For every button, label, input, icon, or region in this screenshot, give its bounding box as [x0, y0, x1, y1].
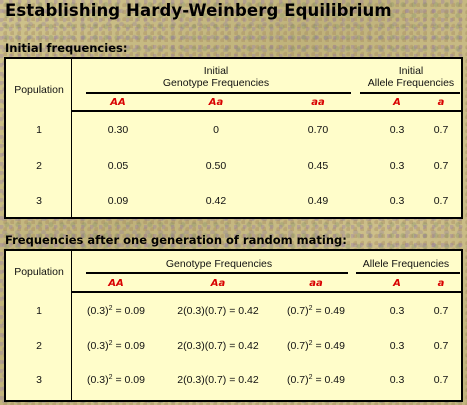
table-row-1-A: 0.3 — [389, 124, 405, 136]
population-header: Population — [14, 84, 64, 96]
genotype-aa-label: aa — [311, 97, 325, 108]
table-row-2-Aa: 2(0.3)(0.7) = 0.42 — [177, 340, 259, 352]
table-row-2-population: 2 — [36, 340, 42, 352]
column-header-rule — [71, 291, 461, 293]
allele-a-label: a — [437, 97, 445, 108]
table-row-2-A: 0.3 — [389, 160, 405, 172]
column-header-rule — [71, 110, 461, 112]
table-row-2-aa: 0.45 — [307, 160, 329, 172]
table-row-1-a: 0.7 — [433, 124, 449, 136]
table-row-3-a: 0.7 — [433, 374, 449, 386]
table-row-3-A: 0.3 — [389, 374, 405, 386]
genotype-AA-label: AA — [110, 97, 126, 108]
allele-header-line2: Allele Frequencies — [367, 77, 455, 89]
genotype-header-line2: Genotype Frequencies — [162, 77, 270, 89]
population-divider — [71, 251, 72, 400]
table-row-3-Aa: 2(0.3)(0.7) = 0.42 — [177, 374, 259, 386]
table-row-2-AA: $(0.3)^2 = 0.09$ — [87, 340, 145, 352]
genotype-header-rule — [86, 272, 348, 274]
table-row-3-population: 3 — [36, 195, 42, 207]
table-row-1-AA: 0.30 — [107, 124, 129, 136]
population-divider — [71, 59, 72, 217]
allele-header-rule — [356, 272, 460, 274]
genotype-Aa-label: Aa — [208, 97, 224, 108]
genotype-header-rule — [86, 92, 351, 94]
genotype-aa-label: aa — [309, 278, 323, 289]
table-row-3-Aa: 0.42 — [205, 195, 227, 207]
table-row-2-A: 0.3 — [389, 340, 405, 352]
allele-header-rule — [360, 92, 460, 94]
table-row-3-A: 0.3 — [389, 195, 405, 207]
after-table — [4, 249, 463, 402]
table-row-3-population: 3 — [36, 374, 42, 386]
allele-header-line1: Initial — [398, 65, 424, 77]
allele-a-label: a — [437, 278, 445, 289]
table-row-1-AA: $(0.3)^2 = 0.09$ — [87, 305, 145, 317]
after-heading: Frequencies after one generation of random mating: — [5, 233, 347, 247]
table-row-1-population: 1 — [36, 124, 42, 136]
allele-A-label: A — [393, 97, 401, 108]
genotype-AA-label: AA — [108, 278, 124, 289]
allele-A-label: A — [393, 278, 401, 289]
table-row-1-a: 0.7 — [433, 305, 449, 317]
page-title: Establishing Hardy-Weinberg Equilibrium — [5, 1, 392, 20]
table-row-3-AA: 0.09 — [107, 195, 129, 207]
table-row-2-population: 2 — [36, 160, 42, 172]
table-row-3-a: 0.7 — [433, 195, 449, 207]
table-row-2-a: 0.7 — [433, 160, 449, 172]
allele-header: Allele Frequencies — [362, 258, 450, 270]
table-row-2-a: 0.7 — [433, 340, 449, 352]
genotype-Aa-label: Aa — [210, 278, 226, 289]
table-row-1-population: 1 — [36, 305, 42, 317]
table-row-1-Aa: 2(0.3)(0.7) = 0.42 — [177, 305, 259, 317]
table-row-2-Aa: 0.50 — [205, 160, 227, 172]
table-row-3-aa: $(0.7)^2 = 0.49$ — [287, 374, 345, 386]
genotype-header-line1: Initial — [203, 65, 229, 77]
table-row-3-aa: 0.49 — [307, 195, 329, 207]
initial-heading: Initial frequencies: — [5, 41, 128, 55]
genotype-header: Genotype Frequencies — [165, 258, 273, 270]
table-row-2-aa: $(0.7)^2 = 0.49$ — [287, 340, 345, 352]
population-header: Population — [14, 266, 64, 278]
table-row-1-aa: 0.70 — [307, 124, 329, 136]
table-row-1-aa: $(0.7)^2 = 0.49$ — [287, 305, 345, 317]
table-row-2-AA: 0.05 — [107, 160, 129, 172]
table-row-3-AA: $(0.3)^2 = 0.09$ — [87, 374, 145, 386]
table-row-1-A: 0.3 — [389, 305, 405, 317]
table-row-1-Aa: 0 — [213, 124, 219, 136]
initial-table — [4, 57, 463, 219]
